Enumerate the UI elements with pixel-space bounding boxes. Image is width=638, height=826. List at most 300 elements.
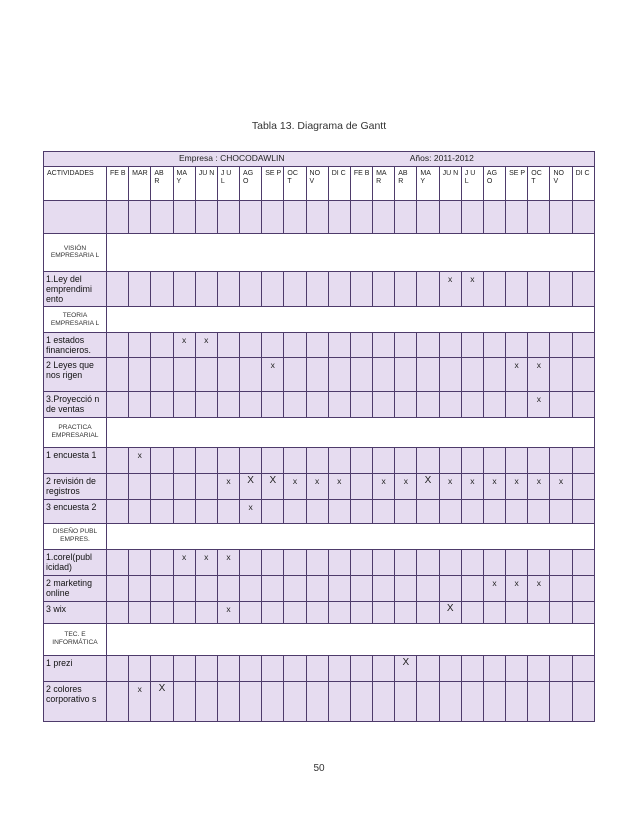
schedule-cell: [572, 473, 594, 499]
schedule-cell: [151, 271, 173, 306]
schedule-cell: [417, 575, 439, 601]
schedule-cell: [572, 655, 594, 681]
schedule-cell: [262, 601, 284, 623]
month-header: FE B: [350, 166, 372, 200]
section-label: TEC. E INFORMÁTICA: [44, 623, 107, 655]
schedule-cell: [395, 392, 417, 417]
schedule-cell: [395, 499, 417, 523]
schedule-cell: [262, 655, 284, 681]
schedule-cell: [395, 333, 417, 358]
schedule-cell: [107, 333, 129, 358]
month-header: AB R: [395, 166, 417, 200]
schedule-mark: x: [439, 473, 461, 499]
header-row: [44, 152, 595, 167]
schedule-cell: [350, 681, 372, 721]
schedule-cell: [173, 473, 195, 499]
activity-label: 2 revisión de registros: [44, 473, 107, 499]
schedule-cell: [195, 358, 217, 392]
activity-label: 3.Proyecció n de ventas: [44, 392, 107, 417]
month-header: NO V: [550, 166, 572, 200]
schedule-cell: [107, 358, 129, 392]
schedule-cell: [572, 447, 594, 473]
month-header: FE B: [107, 166, 129, 200]
schedule-cell: [107, 655, 129, 681]
schedule-mark: x: [528, 473, 550, 499]
empty-cell: [350, 200, 372, 233]
schedule-cell: [173, 575, 195, 601]
schedule-cell: [262, 681, 284, 721]
schedule-cell: [328, 392, 350, 417]
month-header: J U L: [461, 166, 483, 200]
schedule-cell: [151, 333, 173, 358]
month-header: JU N: [195, 166, 217, 200]
schedule-cell: [417, 447, 439, 473]
empty-cell: [395, 200, 417, 233]
schedule-cell: [439, 447, 461, 473]
schedule-cell: [461, 392, 483, 417]
schedule-cell: [528, 681, 550, 721]
schedule-cell: [528, 271, 550, 306]
schedule-cell: [417, 392, 439, 417]
activity-label: 2 colores corporativo s: [44, 681, 107, 721]
schedule-cell: [483, 549, 505, 575]
month-header: MA R: [373, 166, 395, 200]
schedule-cell: [284, 358, 306, 392]
schedule-cell: [439, 392, 461, 417]
schedule-cell: [550, 575, 572, 601]
schedule-mark: x: [306, 473, 328, 499]
schedule-mark: x: [217, 601, 239, 623]
schedule-cell: [350, 392, 372, 417]
activity-row: [44, 447, 595, 473]
schedule-cell: [461, 447, 483, 473]
schedule-mark: x: [195, 549, 217, 575]
schedule-mark: X: [151, 681, 173, 721]
activity-label: 1 estados financieros.: [44, 333, 107, 358]
header-cell: [44, 152, 595, 167]
schedule-cell: [306, 575, 328, 601]
schedule-cell: [373, 655, 395, 681]
schedule-cell: [373, 499, 395, 523]
schedule-cell: [373, 575, 395, 601]
schedule-cell: [550, 271, 572, 306]
schedule-cell: [328, 447, 350, 473]
schedule-cell: [417, 655, 439, 681]
schedule-mark: x: [129, 447, 151, 473]
schedule-cell: [240, 333, 262, 358]
activity-row: [44, 392, 595, 417]
schedule-cell: [373, 392, 395, 417]
activity-row: [44, 681, 595, 721]
schedule-cell: [240, 575, 262, 601]
activity-label: 1 prezi: [44, 655, 107, 681]
schedule-cell: [129, 271, 151, 306]
schedule-mark: x: [461, 271, 483, 306]
schedule-mark: x: [129, 681, 151, 721]
schedule-cell: [461, 681, 483, 721]
empty-cell: [195, 200, 217, 233]
empty-cell: [151, 200, 173, 233]
schedule-cell: [417, 333, 439, 358]
section-row: [44, 523, 595, 549]
schedule-cell: [528, 499, 550, 523]
activity-row: [44, 473, 595, 499]
schedule-mark: x: [395, 473, 417, 499]
schedule-cell: [151, 358, 173, 392]
schedule-mark: x: [461, 473, 483, 499]
schedule-cell: [284, 601, 306, 623]
schedule-cell: [417, 499, 439, 523]
month-header: DI C: [328, 166, 350, 200]
schedule-mark: x: [550, 473, 572, 499]
schedule-cell: [483, 681, 505, 721]
section-label: DISEÑO PUBL EMPRES.: [44, 523, 107, 549]
month-header: AG O: [483, 166, 505, 200]
schedule-cell: [284, 499, 306, 523]
schedule-cell: [550, 655, 572, 681]
month-header: JU N: [439, 166, 461, 200]
schedule-cell: [107, 499, 129, 523]
schedule-cell: [107, 549, 129, 575]
schedule-cell: [528, 655, 550, 681]
activity-row: [44, 655, 595, 681]
section-empty: [107, 417, 595, 447]
schedule-cell: [550, 392, 572, 417]
activity-row: [44, 358, 595, 392]
empty-cell: [550, 200, 572, 233]
month-header: AB R: [151, 166, 173, 200]
schedule-cell: [173, 681, 195, 721]
schedule-cell: [328, 601, 350, 623]
schedule-cell: [306, 549, 328, 575]
schedule-cell: [506, 333, 528, 358]
schedule-cell: [284, 549, 306, 575]
activity-row: [44, 499, 595, 523]
schedule-cell: [417, 271, 439, 306]
schedule-mark: x: [173, 549, 195, 575]
schedule-cell: [395, 447, 417, 473]
schedule-cell: [306, 358, 328, 392]
schedule-cell: [107, 681, 129, 721]
empty-cell: [262, 200, 284, 233]
schedule-cell: [173, 358, 195, 392]
schedule-cell: [506, 447, 528, 473]
schedule-cell: [483, 271, 505, 306]
schedule-cell: [572, 392, 594, 417]
schedule-cell: [306, 681, 328, 721]
schedule-cell: [506, 655, 528, 681]
schedule-cell: [217, 333, 239, 358]
schedule-mark: x: [528, 575, 550, 601]
schedule-cell: [306, 655, 328, 681]
section-row: [44, 307, 595, 333]
empty-cell: [107, 200, 129, 233]
schedule-mark: x: [506, 358, 528, 392]
empty-cell: [461, 200, 483, 233]
schedule-cell: [151, 655, 173, 681]
schedule-cell: [350, 575, 372, 601]
schedule-cell: [572, 549, 594, 575]
schedule-cell: [373, 271, 395, 306]
schedule-cell: [284, 575, 306, 601]
schedule-cell: [373, 681, 395, 721]
schedule-cell: [350, 358, 372, 392]
month-header: J U L: [217, 166, 239, 200]
section-empty: [107, 307, 595, 333]
schedule-cell: [328, 499, 350, 523]
schedule-cell: [350, 499, 372, 523]
schedule-cell: [195, 271, 217, 306]
schedule-cell: [528, 601, 550, 623]
activity-row: [44, 271, 595, 306]
schedule-cell: [240, 447, 262, 473]
schedule-cell: [572, 601, 594, 623]
schedule-cell: [506, 601, 528, 623]
schedule-cell: [195, 499, 217, 523]
month-header: MA Y: [173, 166, 195, 200]
schedule-mark: x: [217, 549, 239, 575]
schedule-cell: [350, 601, 372, 623]
empty-cell: [328, 200, 350, 233]
schedule-cell: [572, 575, 594, 601]
section-label: TEORIA EMPRESARIA L: [44, 307, 107, 333]
schedule-cell: [483, 358, 505, 392]
schedule-cell: [328, 655, 350, 681]
schedule-cell: [506, 271, 528, 306]
month-header: SE P: [506, 166, 528, 200]
schedule-cell: [506, 392, 528, 417]
schedule-cell: [550, 681, 572, 721]
schedule-cell: [395, 271, 417, 306]
schedule-mark: x: [439, 271, 461, 306]
schedule-cell: [173, 601, 195, 623]
schedule-mark: x: [528, 392, 550, 417]
schedule-cell: [195, 601, 217, 623]
schedule-mark: x: [528, 358, 550, 392]
schedule-cell: [417, 681, 439, 721]
schedule-cell: [151, 392, 173, 417]
table-caption: Tabla 13. Diagrama de Gantt: [251, 120, 387, 132]
schedule-cell: [217, 681, 239, 721]
schedule-cell: [572, 358, 594, 392]
empty-cell: [572, 200, 594, 233]
schedule-cell: [217, 392, 239, 417]
schedule-cell: [395, 549, 417, 575]
schedule-mark: x: [373, 473, 395, 499]
schedule-cell: [107, 447, 129, 473]
schedule-cell: [306, 271, 328, 306]
schedule-cell: [395, 681, 417, 721]
schedule-cell: [572, 333, 594, 358]
schedule-cell: [373, 601, 395, 623]
schedule-cell: [439, 333, 461, 358]
empty-cell: [506, 200, 528, 233]
section-label: VISIÓN EMPRESARIA L: [44, 233, 107, 271]
month-header: MAR: [129, 166, 151, 200]
schedule-cell: [129, 549, 151, 575]
schedule-cell: [217, 655, 239, 681]
section-label: PRACTICA EMPRESARIAL: [44, 417, 107, 447]
schedule-cell: [395, 601, 417, 623]
schedule-cell: [461, 575, 483, 601]
section-row: [44, 233, 595, 271]
activity-label: 1 encuesta 1: [44, 447, 107, 473]
schedule-cell: [483, 392, 505, 417]
schedule-cell: [173, 655, 195, 681]
schedule-cell: [107, 575, 129, 601]
schedule-cell: [328, 358, 350, 392]
schedule-cell: [262, 333, 284, 358]
schedule-cell: [417, 549, 439, 575]
empty-cell: [240, 200, 262, 233]
schedule-cell: [262, 271, 284, 306]
company-name: Empresa : CHOCODAWLIN: [179, 153, 285, 163]
empty-cell: [129, 200, 151, 233]
schedule-cell: [306, 601, 328, 623]
empty-cell: [439, 200, 461, 233]
empty-cell: [284, 200, 306, 233]
schedule-cell: [350, 655, 372, 681]
schedule-cell: [528, 447, 550, 473]
schedule-cell: [461, 655, 483, 681]
schedule-cell: [107, 473, 129, 499]
schedule-cell: [240, 601, 262, 623]
schedule-cell: [151, 575, 173, 601]
schedule-cell: [173, 499, 195, 523]
schedule-cell: [129, 333, 151, 358]
empty-cell: [173, 200, 195, 233]
schedule-cell: [151, 447, 173, 473]
schedule-cell: [550, 499, 572, 523]
schedule-cell: [151, 473, 173, 499]
schedule-cell: [284, 447, 306, 473]
schedule-mark: x: [506, 473, 528, 499]
schedule-cell: [328, 575, 350, 601]
schedule-cell: [373, 358, 395, 392]
schedule-cell: [550, 333, 572, 358]
schedule-cell: [195, 447, 217, 473]
schedule-cell: [395, 575, 417, 601]
schedule-cell: [107, 271, 129, 306]
empty-cell: [44, 200, 107, 233]
schedule-cell: [306, 392, 328, 417]
schedule-cell: [262, 549, 284, 575]
schedule-cell: [173, 447, 195, 473]
schedule-cell: [240, 271, 262, 306]
schedule-cell: [195, 473, 217, 499]
schedule-cell: [439, 575, 461, 601]
schedule-cell: [439, 655, 461, 681]
months-row: [44, 166, 595, 200]
schedule-cell: [217, 447, 239, 473]
schedule-cell: [483, 499, 505, 523]
activity-label: 1.Ley del emprendimi ento: [44, 271, 107, 306]
schedule-cell: [506, 549, 528, 575]
schedule-mark: x: [483, 575, 505, 601]
schedule-cell: [217, 271, 239, 306]
schedule-cell: [240, 655, 262, 681]
schedule-cell: [240, 681, 262, 721]
schedule-mark: x: [506, 575, 528, 601]
schedule-cell: [506, 499, 528, 523]
month-header: OC T: [284, 166, 306, 200]
schedule-cell: [528, 549, 550, 575]
schedule-cell: [483, 601, 505, 623]
schedule-mark: x: [284, 473, 306, 499]
schedule-mark: X: [439, 601, 461, 623]
empty-cell: [306, 200, 328, 233]
month-header: MA Y: [417, 166, 439, 200]
schedule-cell: [195, 575, 217, 601]
schedule-cell: [528, 333, 550, 358]
schedule-cell: [173, 271, 195, 306]
schedule-cell: [328, 681, 350, 721]
schedule-cell: [173, 392, 195, 417]
schedule-mark: x: [262, 358, 284, 392]
schedule-cell: [461, 601, 483, 623]
schedule-mark: X: [240, 473, 262, 499]
schedule-cell: [461, 499, 483, 523]
schedule-cell: [129, 575, 151, 601]
section-empty: [107, 233, 595, 271]
section-empty: [107, 523, 595, 549]
activity-label: 2 marketing online: [44, 575, 107, 601]
schedule-cell: [572, 681, 594, 721]
activity-label: 3 wix: [44, 601, 107, 623]
schedule-cell: [129, 392, 151, 417]
schedule-cell: [306, 447, 328, 473]
schedule-mark: x: [483, 473, 505, 499]
schedule-cell: [350, 271, 372, 306]
schedule-cell: [284, 681, 306, 721]
schedule-cell: [107, 392, 129, 417]
schedule-cell: [483, 447, 505, 473]
empty-cell: [373, 200, 395, 233]
activity-row: [44, 333, 595, 358]
schedule-cell: [284, 333, 306, 358]
activity-label: 2 Leyes que nos rigen: [44, 358, 107, 392]
schedule-cell: [461, 549, 483, 575]
schedule-cell: [417, 358, 439, 392]
schedule-mark: x: [195, 333, 217, 358]
schedule-cell: [284, 392, 306, 417]
schedule-mark: x: [173, 333, 195, 358]
empty-cell: [528, 200, 550, 233]
schedule-cell: [195, 392, 217, 417]
schedule-cell: [284, 271, 306, 306]
schedule-cell: [328, 271, 350, 306]
schedule-cell: [350, 447, 372, 473]
schedule-cell: [151, 499, 173, 523]
schedule-cell: [461, 358, 483, 392]
schedule-cell: [262, 392, 284, 417]
schedule-cell: [417, 601, 439, 623]
schedule-cell: [350, 549, 372, 575]
schedule-cell: [550, 358, 572, 392]
schedule-cell: [439, 499, 461, 523]
schedule-cell: [439, 549, 461, 575]
schedule-mark: X: [417, 473, 439, 499]
schedule-cell: [306, 333, 328, 358]
schedule-cell: [240, 549, 262, 575]
activities-header: ACTIVIDADES: [44, 166, 107, 200]
schedule-cell: [328, 333, 350, 358]
years-range: Años: 2011-2012: [409, 153, 474, 163]
schedule-cell: [129, 358, 151, 392]
month-header: DI C: [572, 166, 594, 200]
schedule-cell: [129, 655, 151, 681]
schedule-cell: [151, 549, 173, 575]
